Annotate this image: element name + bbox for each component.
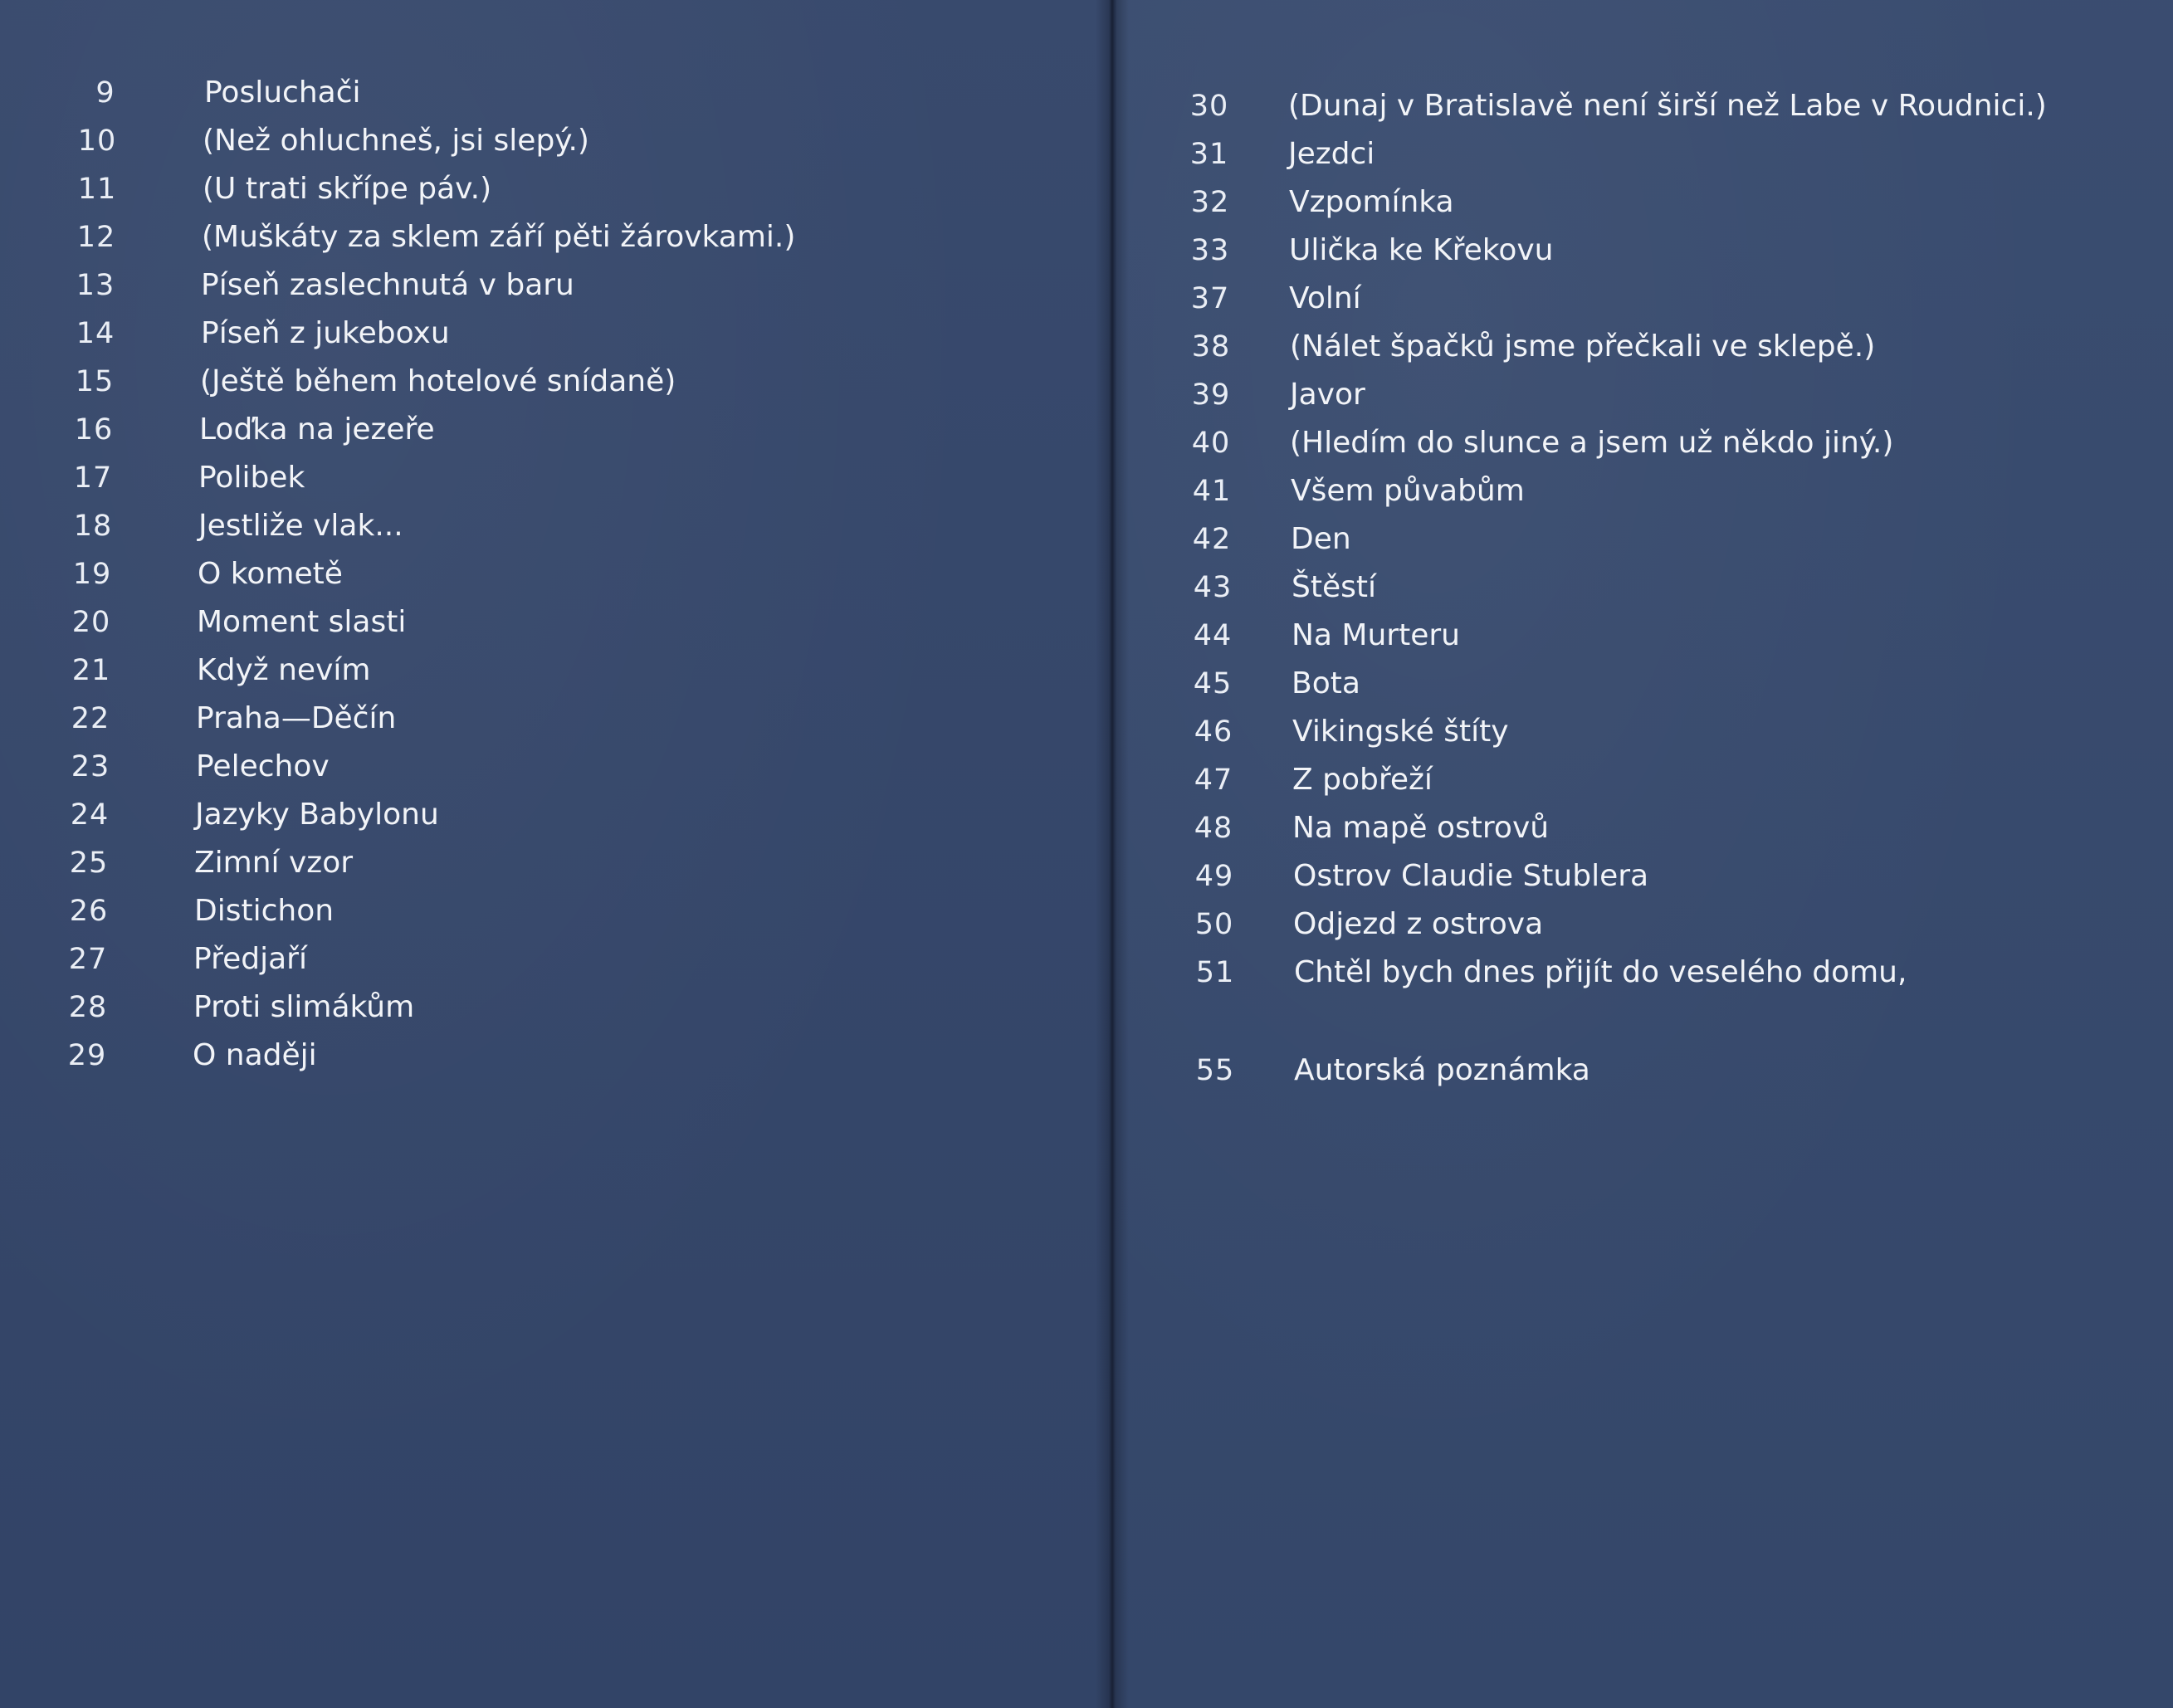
toc-page-number: 18 bbox=[73, 510, 113, 543]
toc-page-number: 13 bbox=[76, 269, 115, 302]
toc-page-number: 28 bbox=[68, 991, 108, 1024]
toc-title: (Ještě během hotelové snídaně) bbox=[200, 364, 676, 398]
toc-page-number: 14 bbox=[76, 317, 115, 350]
toc-page-number: 15 bbox=[75, 365, 115, 398]
toc-title: Proti slimákům bbox=[193, 990, 415, 1024]
toc-title: Vikingské štíty bbox=[1292, 715, 1509, 749]
toc-page-number: 38 bbox=[1191, 330, 1231, 364]
toc-title: Odjezd z ostrova bbox=[1293, 907, 1544, 941]
toc-title: Ostrov Claudie Stublera bbox=[1293, 859, 1649, 893]
toc-page-number: 32 bbox=[1190, 186, 1230, 219]
toc-title: Javor bbox=[1290, 378, 1365, 412]
toc-page-number: 49 bbox=[1194, 860, 1234, 893]
toc-title: Na Murteru bbox=[1292, 618, 1460, 652]
toc-page-number: 44 bbox=[1193, 619, 1233, 652]
toc-page-number: 22 bbox=[71, 702, 110, 735]
toc-page-number: 46 bbox=[1194, 715, 1233, 749]
toc-page-number: 20 bbox=[71, 606, 111, 639]
toc-page-number: 16 bbox=[74, 413, 114, 447]
toc-page-number: 55 bbox=[1195, 1054, 1235, 1087]
toc-title: (Nálet špačků jsme přečkali ve sklepě.) bbox=[1290, 329, 1876, 364]
toc-title: Loďka na jezeře bbox=[199, 412, 435, 447]
toc-title: Autorská poznámka bbox=[1294, 1053, 1590, 1087]
book-gutter bbox=[1096, 0, 1129, 1708]
toc-page-number: 12 bbox=[76, 221, 116, 254]
toc-page-number: 27 bbox=[68, 943, 108, 976]
toc-page-number: 21 bbox=[71, 654, 111, 687]
toc-title: Volní bbox=[1289, 281, 1361, 315]
toc-title: (Dunaj v Bratislavě není širší než Labe v Roudnici.) bbox=[1288, 89, 2047, 123]
toc-title: Z pobřeží bbox=[1292, 763, 1433, 797]
toc-title: Pelechov bbox=[196, 749, 330, 783]
toc-page-number: 39 bbox=[1191, 378, 1231, 412]
toc-page-number: 37 bbox=[1190, 282, 1230, 315]
toc-page-number: 51 bbox=[1195, 956, 1235, 989]
toc-page-number: 47 bbox=[1194, 764, 1233, 797]
toc-title: (Hledím do slunce a jsem už někdo jiný.) bbox=[1290, 426, 1894, 460]
toc-title: Píseň zaslechnutá v baru bbox=[201, 268, 574, 302]
toc-title: (U trati skřípe páv.) bbox=[203, 172, 492, 206]
toc-title: Píseň z jukeboxu bbox=[201, 316, 450, 350]
toc-title: Jezdci bbox=[1288, 137, 1375, 171]
toc-page-number: 19 bbox=[72, 558, 112, 591]
toc-title: O kometě bbox=[198, 557, 343, 591]
toc-title: (Než ohluchneš, jsi slepý.) bbox=[203, 124, 589, 158]
toc-page-number: 9 bbox=[95, 76, 115, 110]
toc-title: Když nevím bbox=[197, 653, 371, 687]
toc-page-number: 40 bbox=[1191, 427, 1231, 460]
toc-page-number: 10 bbox=[77, 124, 117, 158]
toc-title: Vzpomínka bbox=[1289, 185, 1454, 219]
toc-page-number: 23 bbox=[71, 750, 110, 783]
toc-title: Štěstí bbox=[1292, 570, 1376, 604]
toc-title: Chtěl bych dnes přijít do veselého domu, bbox=[1294, 955, 1907, 989]
toc-title: O naději bbox=[193, 1038, 317, 1072]
toc-title: Posluchači bbox=[204, 76, 361, 110]
toc-title: Jestliže vlak... bbox=[198, 509, 403, 543]
toc-page-number: 30 bbox=[1189, 90, 1229, 123]
toc-page-number: 48 bbox=[1194, 812, 1233, 845]
toc-title: Moment slasti bbox=[197, 605, 407, 639]
toc-title: Všem půvabům bbox=[1291, 474, 1525, 508]
toc-page-number: 50 bbox=[1194, 908, 1234, 941]
toc-title: Polibek bbox=[198, 461, 305, 495]
toc-page-number: 42 bbox=[1192, 523, 1232, 556]
toc-page-number: 41 bbox=[1192, 475, 1232, 508]
toc-page-number: 24 bbox=[70, 798, 110, 832]
toc-page-number: 26 bbox=[69, 895, 109, 928]
toc-page-number: 17 bbox=[73, 461, 113, 495]
toc-title: (Muškáty za sklem září pěti žárovkami.) bbox=[202, 220, 796, 254]
toc-page-number: 31 bbox=[1189, 138, 1229, 171]
toc-title: Zimní vzor bbox=[194, 846, 354, 880]
toc-page-number: 45 bbox=[1193, 667, 1233, 700]
toc-title: Předjaří bbox=[193, 942, 307, 976]
toc-page-number: 29 bbox=[67, 1039, 107, 1072]
toc-title: Bota bbox=[1292, 666, 1360, 700]
toc-title: Distichon bbox=[194, 894, 334, 928]
toc-page-number: 43 bbox=[1193, 571, 1233, 604]
toc-title: Den bbox=[1291, 522, 1351, 556]
toc-title: Jazyky Babylonu bbox=[195, 798, 439, 832]
toc-page-number: 25 bbox=[69, 847, 109, 880]
right-page bbox=[1116, 0, 2173, 1708]
toc-title: Ulička ke Křekovu bbox=[1289, 233, 1554, 267]
toc-page-number: 11 bbox=[77, 173, 117, 206]
toc-page-number: 33 bbox=[1190, 234, 1230, 267]
toc-title: Na mapě ostrovů bbox=[1292, 811, 1550, 845]
toc-title: Praha—Děčín bbox=[196, 701, 397, 735]
